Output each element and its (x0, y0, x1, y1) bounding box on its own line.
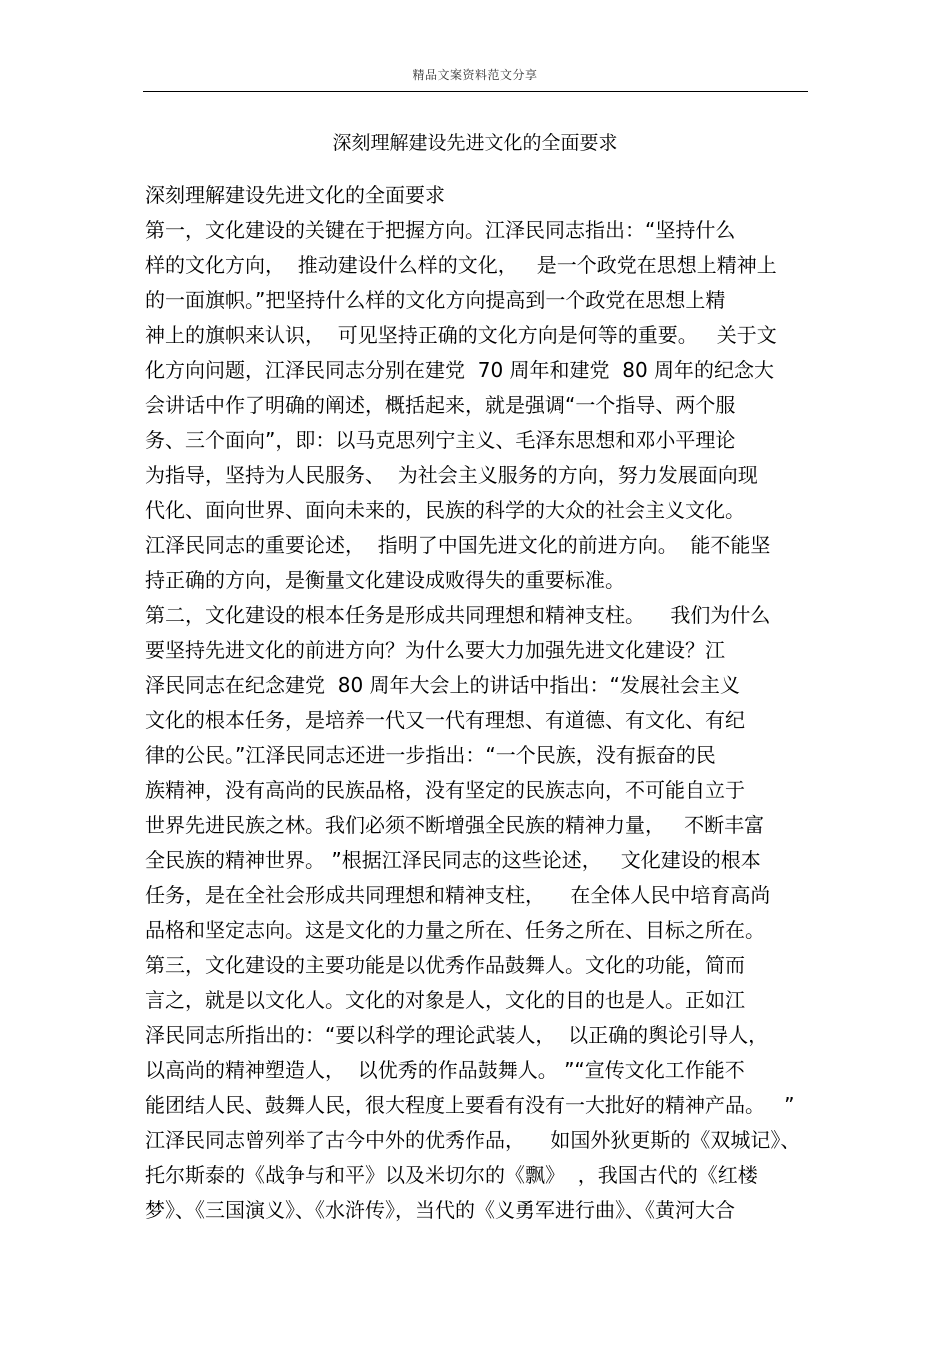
body-line: 样的文化方向， 推动建设什么样的文化， 是一个政党在思想上精神上 (145, 253, 777, 277)
body-line: 神上的旗帜来认识， 可见坚持正确的文化方向是何等的重要。 关于文 (145, 323, 777, 347)
body-line: 第一，文化建设的关键在于把握方向。江泽民同志指出：“坚持什么 (145, 218, 736, 242)
body-line: 泽民同志在纪念建党 80 周年大会上的讲话中指出：“发展社会主义 (145, 673, 740, 697)
body-line: 第二，文化建设的根本任务是形成共同理想和精神支柱。 我们为什么 (145, 603, 771, 627)
body-line: 梦》、《三国演义》、《水浒传》，当代的《义勇军进行曲》、《黄河大合 (145, 1198, 735, 1222)
body-line: 深刻理解建设先进文化的全面要求 (145, 183, 445, 207)
body-line: 第三，文化建设的主要功能是以优秀作品鼓舞人。文化的功能，简而 (145, 953, 745, 977)
page-header: 精品文案资料范文分享 (412, 68, 538, 82)
body-line: 以高尚的精神塑造人， 以优秀的作品鼓舞人。 ”“宣传文化工作能不 (145, 1058, 745, 1082)
body-line: 务、三个面向”，即：以马克思列宁主义、毛泽东思想和邓小平理论 (145, 428, 736, 452)
body-line: 的一面旗帜。”把坚持什么样的文化方向提高到一个政党在思想上精 (145, 288, 726, 312)
body-line: 言之，就是以文化人。文化的对象是人，文化的目的也是人。正如江 (145, 988, 745, 1012)
body-line: 文化的根本任务，是培养一代又一代有理想、有道德、有文化、有纪 (145, 708, 745, 732)
document-body (145, 178, 825, 1228)
body-line: 任务，是在全社会形成共同理想和精神支柱， 在全体人民中培育高尚 (145, 883, 771, 907)
header-divider (143, 91, 808, 92)
document-title: 深刻理解建设先进文化的全面要求 (332, 132, 618, 154)
body-line: 为指导，坚持为人民服务、 为社会主义服务的方向，努力发展面向现 (145, 463, 758, 487)
body-line: 持正确的方向，是衡量文化建设成败得失的重要标准。 (145, 568, 625, 592)
body-line: 律的公民。”江泽民同志还进一步指出：“一个民族，没有振奋的民 (145, 743, 716, 767)
body-line: 江泽民同志曾列举了古今中外的优秀作品， 如国外狄更斯的《双城记》、 (145, 1128, 801, 1152)
body-line: 要坚持先进文化的前进方向？为什么要大力加强先进文化建设？江 (145, 638, 725, 662)
body-line: 代化、面向世界、面向未来的，民族的科学的大众的社会主义文化。 (145, 498, 745, 522)
body-line: 能团结人民、鼓舞人民，很大程度上要看有没有一大批好的精神产品。 ” (145, 1093, 795, 1117)
body-line: 会讲话中作了明确的阐述，概括起来，就是强调“一个指导、两个服 (145, 393, 736, 417)
body-line: 品格和坚定志向。这是文化的力量之所在、任务之所在、目标之所在。 (145, 918, 765, 942)
body-line: 江泽民同志的重要论述， 指明了中国先进文化的前进方向。 能不能坚 (145, 533, 771, 557)
body-line: 世界先进民族之林。我们必须不断增强全民族的精神力量， 不断丰富 (145, 813, 765, 837)
body-line: 全民族的精神世界。 ”根据江泽民同志的这些论述， 文化建设的根本 (145, 848, 761, 872)
body-line: 族精神，没有高尚的民族品格，没有坚定的民族志向，不可能自立于 (145, 778, 745, 802)
body-line: 托尔斯泰的《战争与和平》以及米切尔的《飘》 ，我国古代的《红楼 (145, 1163, 758, 1187)
body-line: 化方向问题，江泽民同志分别在建党 70 周年和建党 80 周年的纪念大 (145, 358, 775, 382)
body-line: 泽民同志所指出的：“要以科学的理论武装人， 以正确的舆论引导人， (145, 1023, 769, 1047)
